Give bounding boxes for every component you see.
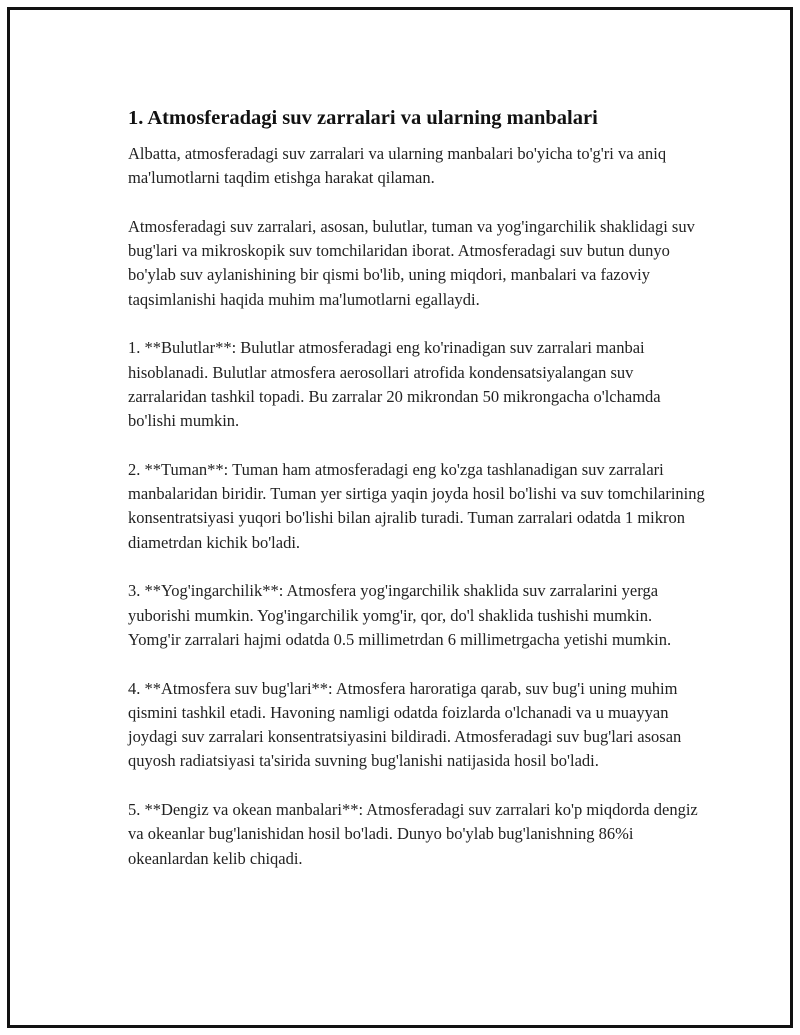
overview-paragraph: Atmosferadagi suv zarralari, asosan, bulutlar, tuman va yog'ingarchilik shaklidagi suv bug'lari va mikroskopik suv tomchilaridan iborat. Atmosferadagi suv butun dunyo bo'ylab suv aylanishining bir qismi bo'lib, uning miqdori, manbalari va fazoviy taqsimlanishi haqida muhim ma'lumotlarni egallaydi. [128, 216, 695, 309]
list-item-yogingarchilik: 3. **Yog'ingarchilik**: Atmosfera yog'ingarchilik shaklida suv zarralarini yerga yuborishi mumkin. Yog'ingarchilik yomg'ir, qor, do'l shaklida tushishi mumkin. Yomg'ir zarralari hajmi odatda 0.5 millimetrdan 6 millimetrgacha yetishi mumkin. [128, 581, 672, 649]
page-frame [7, 7, 793, 1028]
list-item-dengiz-okean: 5. **Dengiz va okean manbalari**: Atmosferadagi suv zarralari ko'p miqdorda dengiz va okeanlar bug'lanishidan hosil bo'ladi. Dunyo bo'ylab bug'lanishning 86%i okeanlardan kelib chiqadi. [128, 800, 698, 868]
list-item-tuman: 2. **Tuman**: Tuman ham atmosferadagi eng ko'zga tashlanadigan suv zarralari manbalaridan biridir. Tuman yer sirtiga yaqin joyda hosil bo'lishi va suv tomchilarining konsentratsiyasi yuqori bo'lishi bilan ajralib turadi. Tuman zarralari odatda 1 mikron diametrdan kichik bo'ladi. [128, 459, 705, 552]
list-item-suv-buglari: 4. **Atmosfera suv bug'lari**: Atmosfera haroratiga qarab, suv bug'i uning muhim qismini tashkil etadi. Havoning namligi odatda foizlarda o'lchanadi va u muayyan joydagi suv zarralari konsentratsiyasini bildiradi. Atmosferadagi suv bug'lari asosan quyosh radiatsiyasi ta'sirida suvning bug'lanishi natijasida hosil bo'ladi. [128, 678, 682, 771]
list-item-bulutlar: 1. **Bulutlar**: Bulutlar atmosferadagi eng ko'rinadigan suv zarralari manbai hisoblanadi. Bulutlar atmosfera aerosollari atrofida kondensatsiyalangan suv zarralaridan tashkil topadi. Bu zarralar 20 mikrondan 50 mikrongacha o'lchamda bo'lishi mumkin. [128, 338, 661, 431]
intro-paragraph: Albatta, atmosferadagi suv zarralari va ularning manbalari bo'yicha to'g'ri va aniq ma'lumotlarni taqdim etishga harakat qilaman. [128, 144, 667, 188]
document-body [128, 104, 708, 895]
section-heading: 1. Atmosferadagi suv zarralari va ularning manbalari [128, 107, 598, 129]
